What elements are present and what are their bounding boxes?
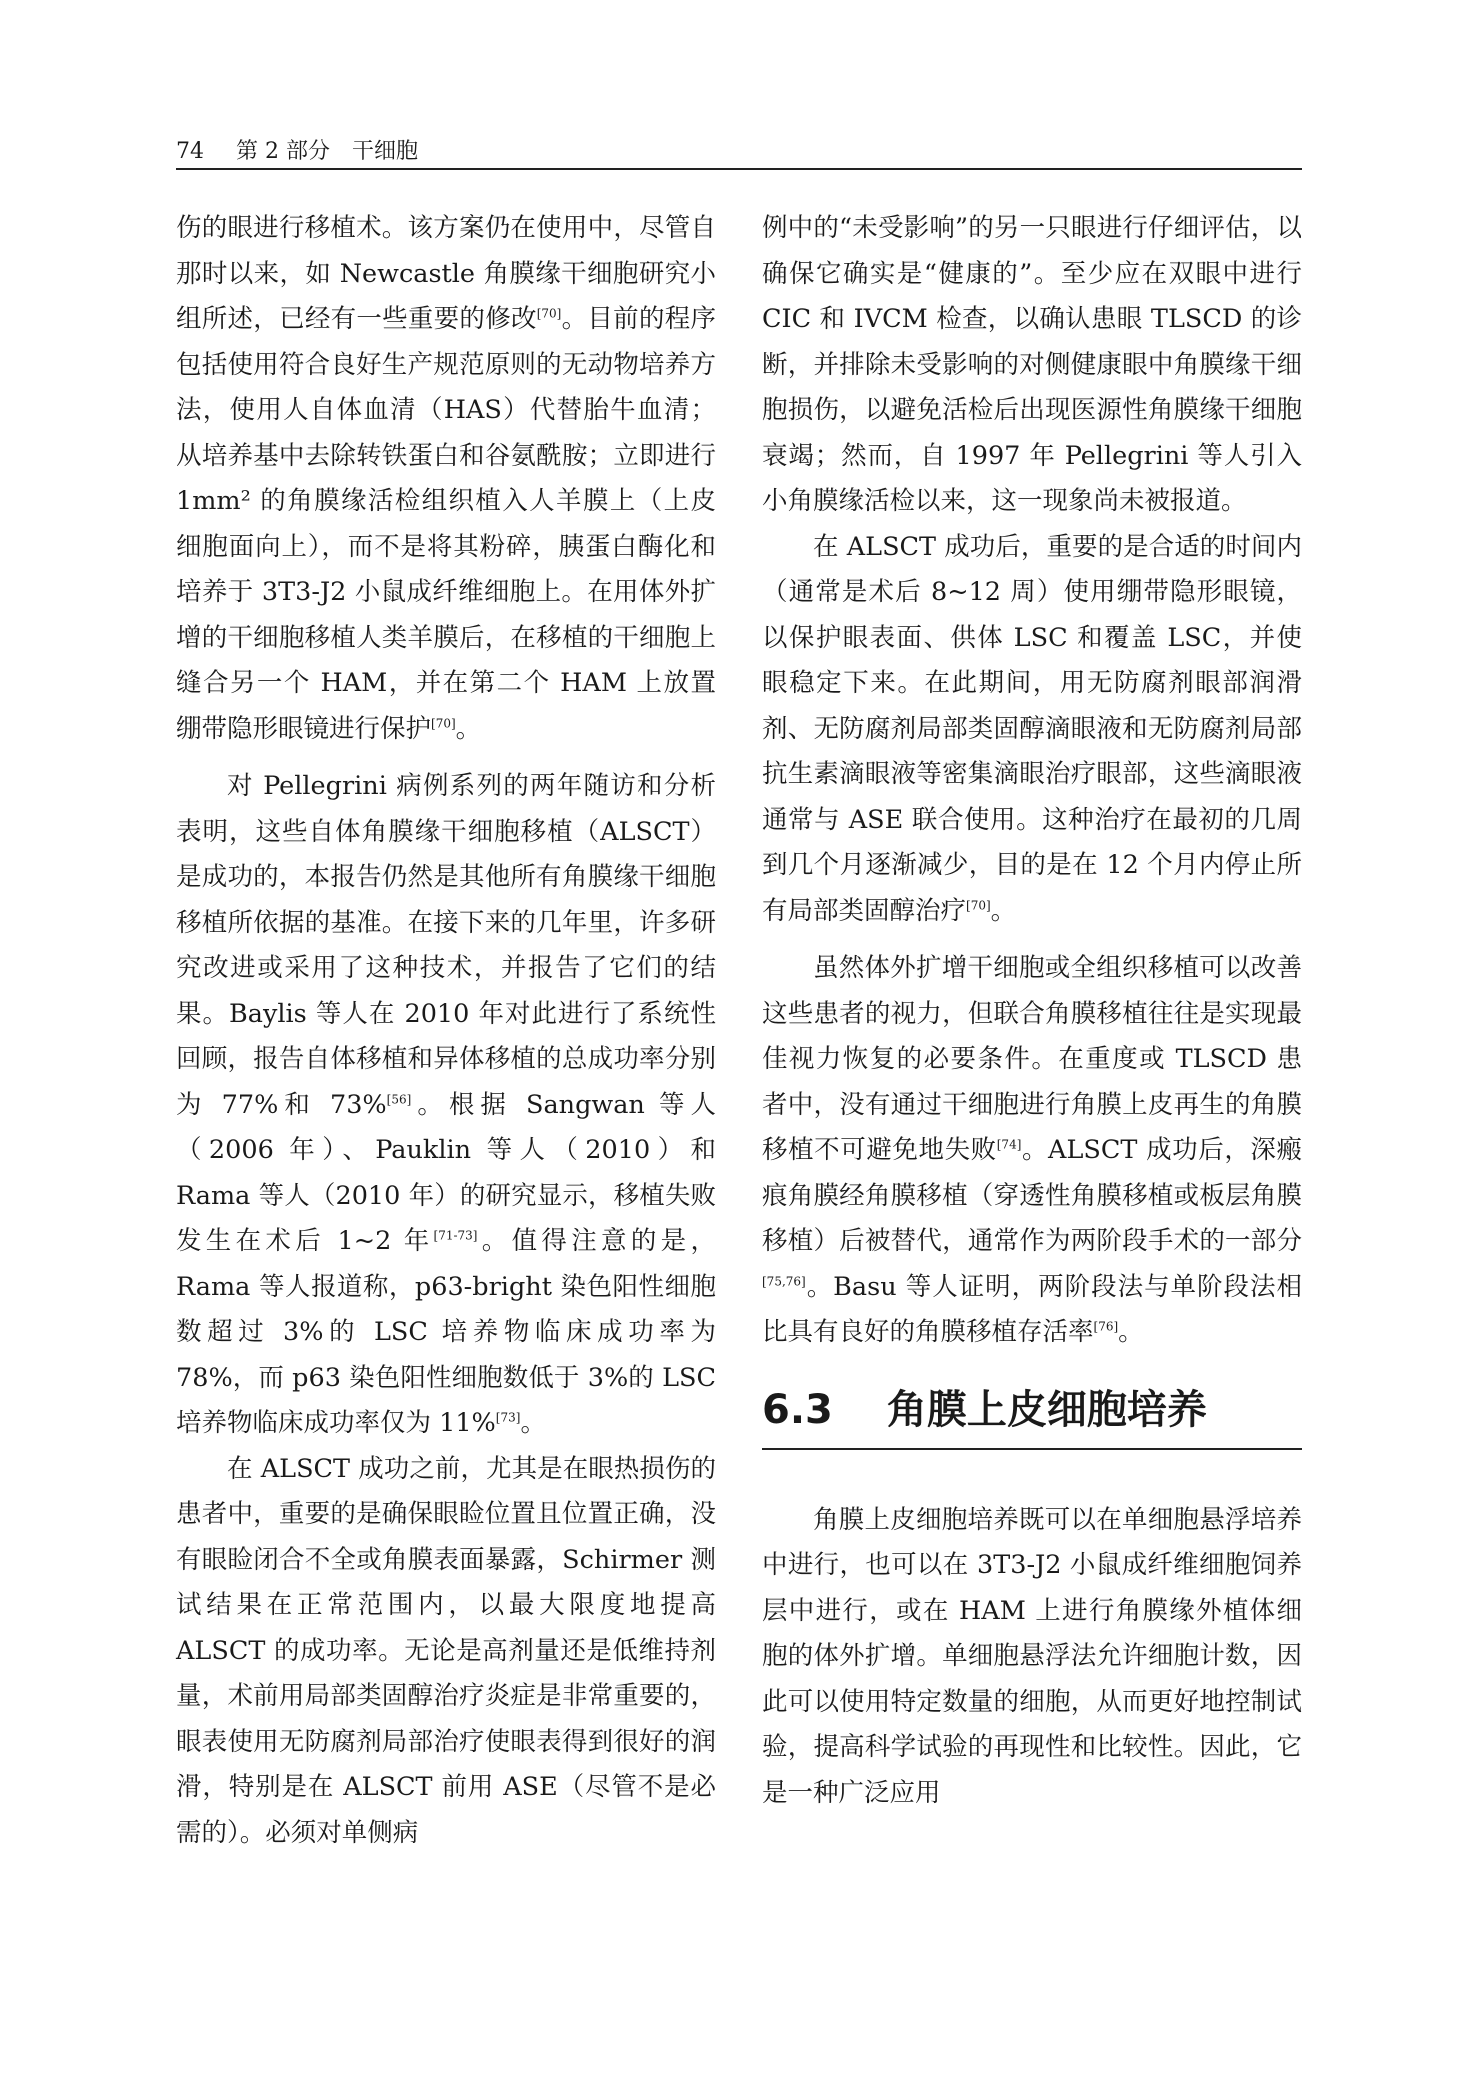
paragraph-2 <box>176 764 716 1447</box>
paragraph-1-text-cont: 。目前的程序包括使用符合良好生产规范原则的无动物培养方法，使用人自体血清（HAS）代替胎牛血清；从培养基中去除转铁蛋白和谷氨酰胺；立即进行 1mm² 的角膜缘活检组织植入人羊膜上（上皮细胞面向上），而不是将其粉碎，胰蛋白酶化和培养于 3T3-J2 小鼠成纤维细胞上。在用体外扩增的干细胞移植人类羊膜后，在移植的干细胞上缝合另一个 HAM，并在第二个 HAM 上放置绷带隐形眼镜进行保护 <box>176 304 716 744</box>
paragraph-5 <box>762 525 1302 935</box>
citation: [70] <box>966 898 991 912</box>
paragraph-5-text: 在 ALSCT 成功后，重要的是合适的时间内（通常是术后 8~12 周）使用绷带隐形眼镜，以保护眼表面、供体 LSC 和覆盖 LSC，并使眼稳定下来。在此期间，用无防腐剂眼部润滑剂、无防腐剂局部类固醇滴眼液和无防腐剂局部抗生素滴眼液等密集滴眼治疗眼部，这些滴眼液通常与 ASE 联合使用。这种治疗在最初的几周到几个月逐渐减少，目的是在 12 个月内停止所有局部类固醇治疗 <box>762 531 1302 926</box>
paragraph-4-text: 例中的“未受影响”的另一只眼进行仔细评估，以确保它确实是“健康的”。至少应在双眼中进行 CIC 和 IVCM 检查，以确认患眼 TLSCD 的诊断，并排除未受影响的对侧健康眼中角膜缘干细胞损伤，以避免活检后出现医源性角膜缘干细胞衰竭；然而，自 1997 年 Pellegrini 等人引入小角膜缘活检以来，这一现象尚未被报道。 <box>762 213 1302 516</box>
paragraph-6-text: 虽然体外扩增干细胞或全组织移植可以改善这些患者的视力，但联合角膜移植往往是实现最佳视力恢复的必要条件。在重度或 TLSCD 患者中，没有通过干细胞进行角膜上皮再生的角膜移植不可避免地失败 <box>762 953 1302 1165</box>
punctuation: 。 <box>455 713 482 744</box>
section-header: 第 2 部分 干细胞 <box>236 139 418 164</box>
left-column <box>176 206 716 1856</box>
paragraph-2-text-cont2: 。值得注意的是，Rama 等人报道称，p63-bright 染色阳性细胞数超过 3%的 LSC 培养物临床成功率为 78%，而 p63 染色阳性细胞数低于 3%的 LSC 培养物临床成功率仅为 11% <box>176 1226 716 1438</box>
section-title: 角膜上皮细胞培养 <box>886 1386 1207 1433</box>
paragraph-3 <box>176 1447 716 1857</box>
paragraph-7 <box>762 1498 1302 1817</box>
paragraph-4 <box>762 206 1302 525</box>
citation: [71-73] <box>433 1228 478 1243</box>
punctuation: 。 <box>520 1408 546 1438</box>
running-header <box>176 132 1302 172</box>
paragraph-2-text-cont: 。根据 Sangwan 等人（2006 年）、Pauklin 等人（2010）和 Rama 等人（2010 年）的研究显示，移植失败发生在术后 1~2 年 <box>176 1089 716 1256</box>
paragraph-6-text-cont2: 。Basu 等人证明，两阶段法与单阶段法相比具有良好的角膜移植存活率 <box>762 1271 1302 1347</box>
right-column <box>762 206 1302 1816</box>
section-number: 6.3 <box>762 1386 833 1433</box>
header-rule <box>176 168 1302 170</box>
paragraph-6-text-cont: 。ALSCT 成功后，深瘢痕角膜经角膜移植（穿透性角膜移植或板层角膜移植）后被替代，通常作为两阶段手术的一部分 <box>762 1135 1302 1256</box>
page-number: 74 <box>176 139 204 164</box>
citation: [56] <box>386 1092 412 1106</box>
citation: [70] <box>431 716 456 730</box>
paragraph-2-text: 对 Pellegrini 病例系列的两年随访和分析表明，这些自体角膜缘干细胞移植（ALSCT）是成功的，本报告仍然是其他所有角膜缘干细胞移植所依据的基准。在接下来的几年里，许多研究改进或采用了这种技术，并报告了它们的结果。Baylis 等人在 2010 年对此进行了系统性回顾，报告自体移植和异体移植的总成功率分别为 77%和 73% <box>176 771 716 1120</box>
citation: [75,76] <box>762 1274 806 1288</box>
citation: [74] <box>996 1137 1022 1152</box>
citation: [70] <box>536 306 562 321</box>
section-heading <box>762 1382 1302 1450</box>
paragraph-6 <box>762 946 1302 1356</box>
paragraph-7-text: 角膜上皮细胞培养既可以在单细胞悬浮培养中进行，也可以在 3T3-J2 小鼠成纤维细胞饲养层中进行，或在 HAM 上进行角膜缘外植体细胞的体外扩增。单细胞悬浮法允许细胞计数，因此可以使用特定数量的细胞，从而更好地控制试验，提高科学试验的再现性和比较性。因此，它是一种广泛应用 <box>762 1504 1302 1808</box>
punctuation: 。 <box>1118 1317 1144 1347</box>
citation: [73] <box>495 1410 521 1425</box>
paragraph-1-text: 伤的眼进行移植术。该方案仍在使用中，尽管自那时以来，如 Newcastle 角膜缘干细胞研究小组所述，已经有一些重要的修改 <box>176 213 716 334</box>
paragraph-3-text: 在 ALSCT 成功之前，尤其是在眼热损伤的患者中，重要的是确保眼睑位置且位置正确，没有眼睑闭合不全或角膜表面暴露，Schirmer 测试结果在正常范围内，以最大限度地提高 ALSCT 的成功率。无论是高剂量还是低维持剂量，术前用局部类固醇治疗炎症是非常重要的，眼表使用无防腐剂局部治疗使眼表得到很好的润滑，特别是在 ALSCT 前用 ASE（尽管不是必需的）。必须对单侧病 <box>176 1453 716 1848</box>
punctuation: 。 <box>990 895 1017 926</box>
paragraph-1 <box>176 206 716 752</box>
citation: [76] <box>1093 1319 1119 1334</box>
